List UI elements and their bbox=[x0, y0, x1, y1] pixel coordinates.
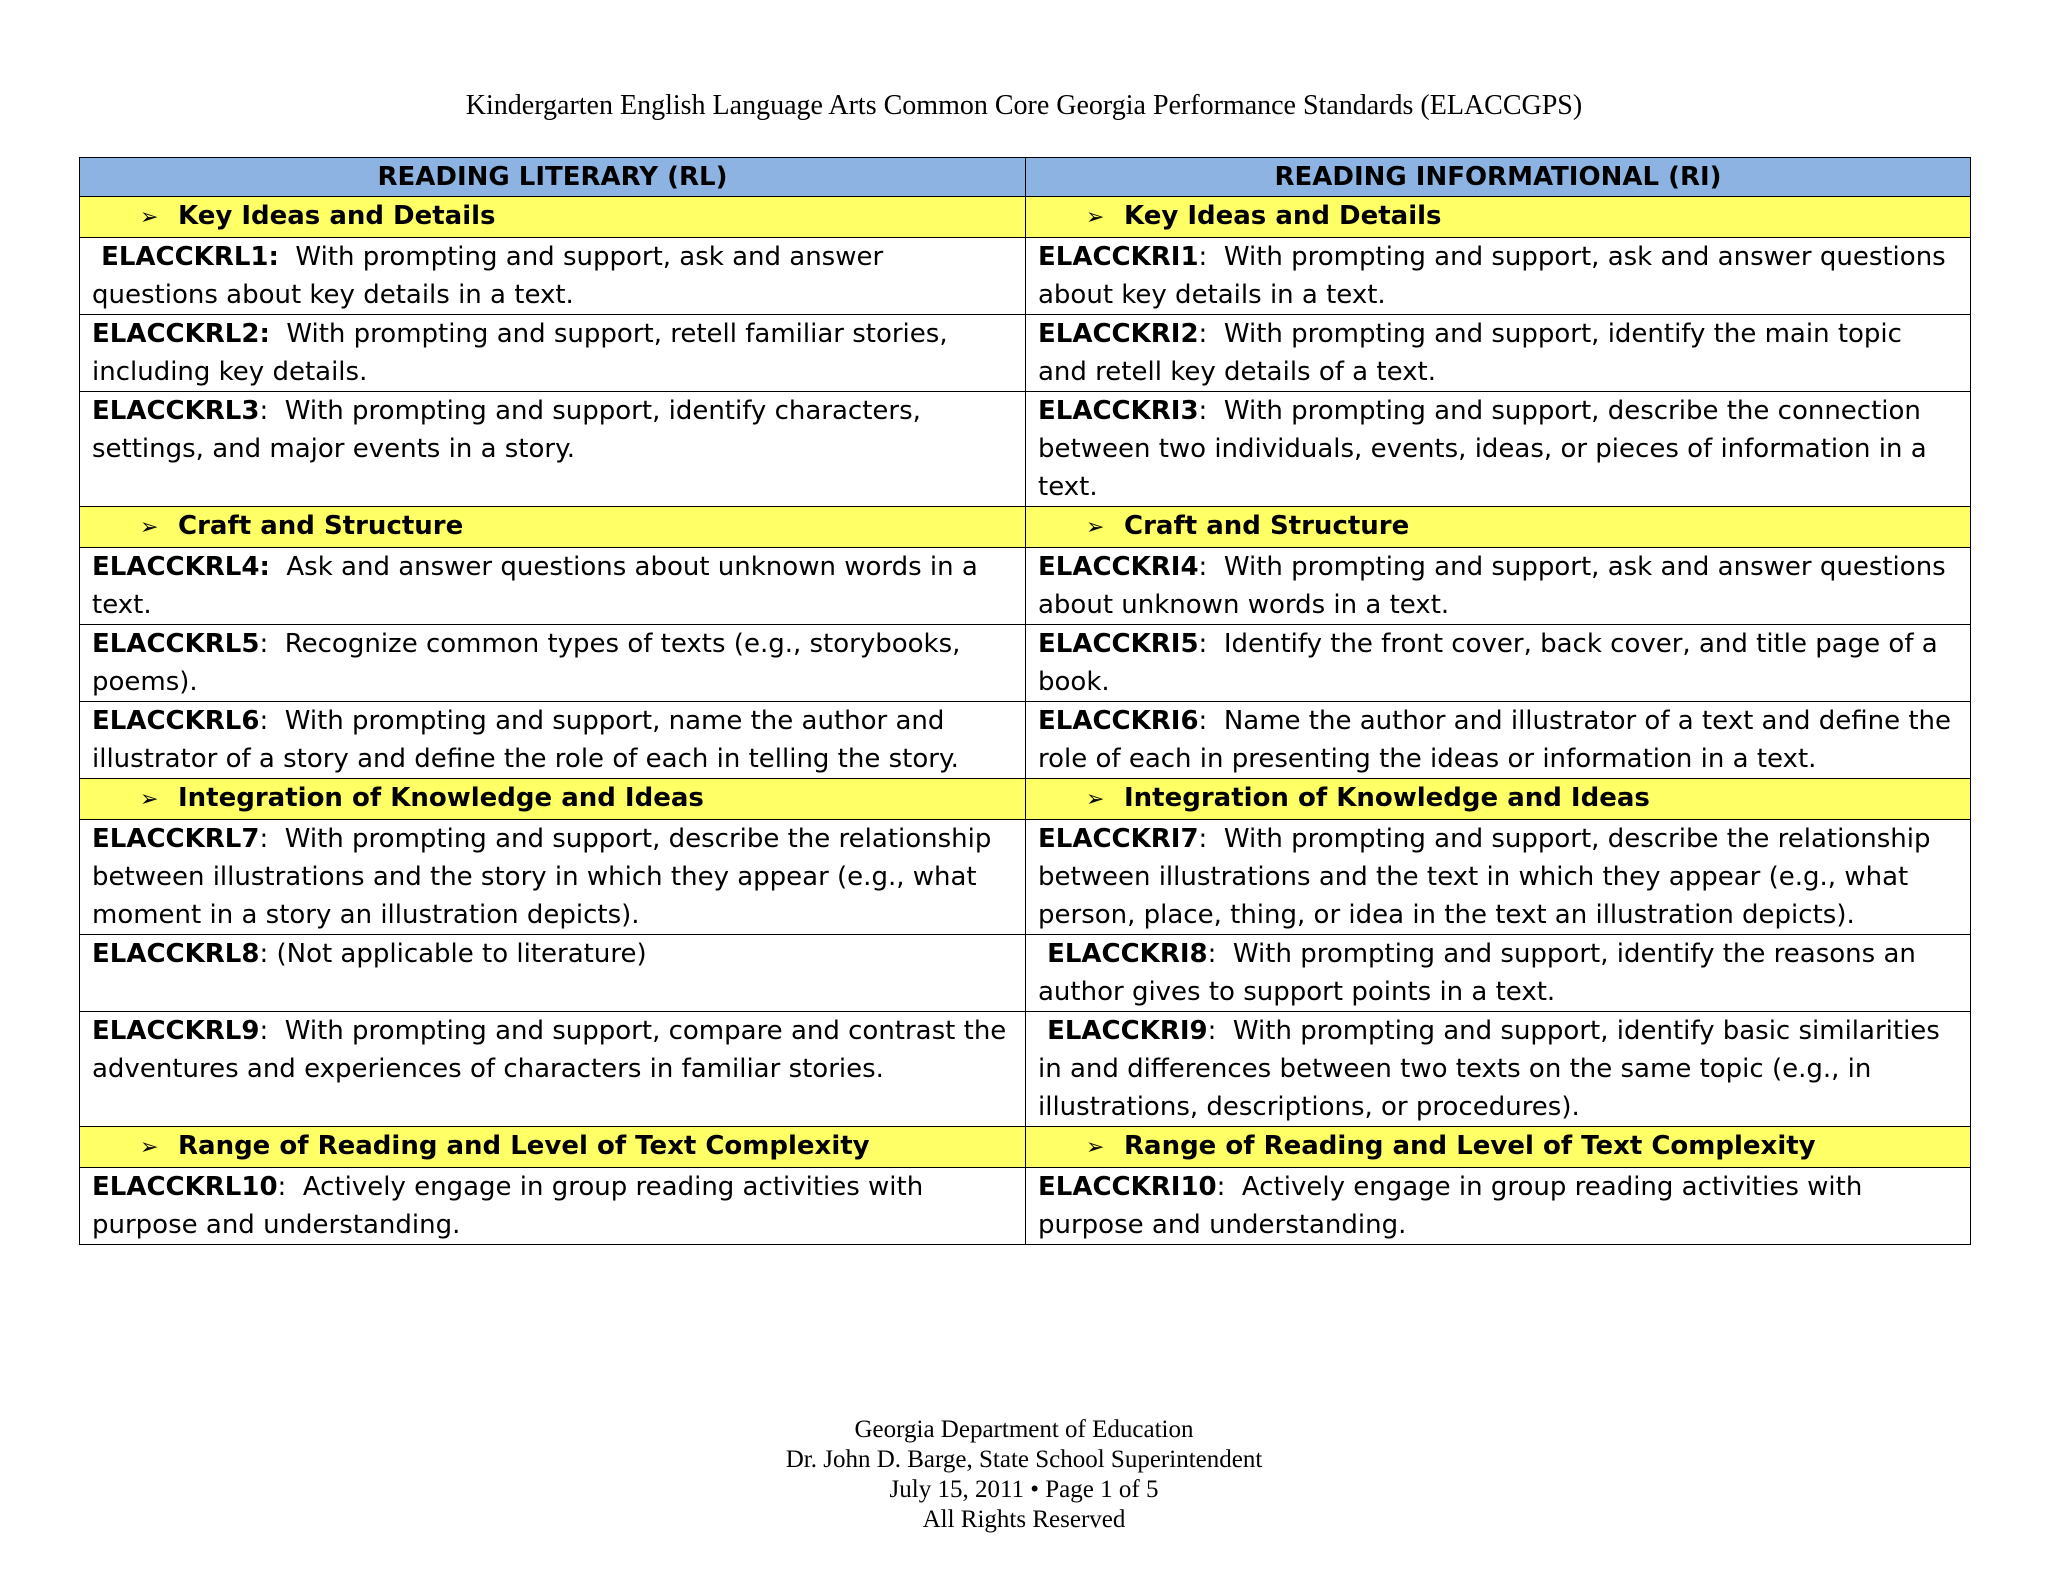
standard-row bbox=[80, 1168, 1971, 1245]
informational-standard-cell bbox=[1026, 702, 1971, 779]
standard-row bbox=[80, 702, 1971, 779]
literary-standard-cell bbox=[80, 625, 1026, 702]
standard-text: With prompting and support, retell familiar stories, including key details. bbox=[92, 319, 956, 387]
arrow-bullet-icon: ➢ bbox=[140, 515, 159, 540]
standard-text: : With prompting and support, identify basic similarities in and differences between two texts on the same topic (e.g., in illustrations, descriptions, or procedures). bbox=[1038, 1016, 1949, 1122]
standards-table-body bbox=[80, 197, 1971, 1245]
section-title: Integration of Knowledge and Ideas bbox=[178, 783, 704, 813]
footer-department: Georgia Department of Education bbox=[854, 1416, 1194, 1443]
literary-standard-cell bbox=[80, 548, 1026, 625]
informational-standard-cell bbox=[1026, 548, 1971, 625]
section-heading-informational bbox=[1026, 507, 1971, 548]
page-footer bbox=[0, 1415, 2048, 1535]
informational-standard-cell bbox=[1026, 820, 1971, 935]
standard-code: ELACCKRI1 bbox=[1038, 242, 1199, 272]
section-heading-literary bbox=[80, 779, 1026, 820]
standards-table bbox=[79, 157, 1971, 1245]
column-header-reading-literary: READING LITERARY (RL) bbox=[80, 158, 1026, 197]
standard-code: ELACCKRL2: bbox=[92, 319, 270, 349]
standard-text: : With prompting and support, identify the main topic and retell key details of a text. bbox=[1038, 319, 1911, 387]
informational-standard-cell bbox=[1026, 1168, 1971, 1245]
standard-row bbox=[80, 820, 1971, 935]
standard-text: : With prompting and support, describe the relationship between illustrations and the text in which they appear (e.g., what person, place, thing, or idea in the text an illustration depicts). bbox=[1038, 824, 1939, 930]
section-row bbox=[80, 197, 1971, 238]
section-title: Range of Reading and Level of Text Complexity bbox=[1124, 1131, 1816, 1161]
standard-text: : Name the author and illustrator of a text and define the role of each in presenting the ideas or information in a text. bbox=[1038, 706, 1960, 774]
section-heading-literary bbox=[80, 1127, 1026, 1168]
standard-text: : Actively engage in group reading activities with purpose and understanding. bbox=[1038, 1172, 1871, 1240]
literary-standard-cell bbox=[80, 1168, 1026, 1245]
standard-text: With prompting and support, ask and answer questions about key details in a text. bbox=[92, 242, 892, 310]
arrow-bullet-icon: ➢ bbox=[1086, 787, 1105, 812]
literary-standard-cell bbox=[80, 820, 1026, 935]
literary-standard-cell bbox=[80, 702, 1026, 779]
arrow-bullet-icon: ➢ bbox=[1086, 515, 1105, 540]
section-heading-literary bbox=[80, 507, 1026, 548]
standard-text: : (Not applicable to literature) bbox=[259, 939, 647, 969]
section-title: Craft and Structure bbox=[178, 511, 464, 541]
column-header-reading-informational: READING INFORMATIONAL (RI) bbox=[1026, 158, 1971, 197]
section-title: Craft and Structure bbox=[1124, 511, 1410, 541]
standard-text: : With prompting and support, ask and answer questions about unknown words in a text. bbox=[1038, 552, 1954, 620]
literary-standard-cell bbox=[80, 392, 1026, 507]
footer-date-page: July 15, 2011 • Page 1 of 5 bbox=[889, 1476, 1159, 1503]
informational-standard-cell bbox=[1026, 1012, 1971, 1127]
standard-code: ELACCKRI5 bbox=[1038, 629, 1199, 659]
section-title: Key Ideas and Details bbox=[1124, 201, 1442, 231]
section-heading-literary bbox=[80, 197, 1026, 238]
standard-text: : Identify the front cover, back cover, and title page of a book. bbox=[1038, 629, 1946, 697]
standard-row bbox=[80, 238, 1971, 315]
informational-standard-cell bbox=[1026, 935, 1971, 1012]
section-heading-informational bbox=[1026, 779, 1971, 820]
arrow-bullet-icon: ➢ bbox=[140, 787, 159, 812]
section-heading-informational bbox=[1026, 1127, 1971, 1168]
standard-code: ELACCKRI4 bbox=[1038, 552, 1199, 582]
standard-code: ELACCKRI6 bbox=[1038, 706, 1199, 736]
standard-code: ELACCKRI10 bbox=[1038, 1172, 1217, 1202]
informational-standard-cell bbox=[1026, 392, 1971, 507]
standard-row bbox=[80, 548, 1971, 625]
standard-code: ELACCKRL5 bbox=[92, 629, 260, 659]
standard-code: ELACCKRI7 bbox=[1038, 824, 1199, 854]
section-row bbox=[80, 507, 1971, 548]
literary-standard-cell bbox=[80, 315, 1026, 392]
standard-code: ELACCKRI8 bbox=[1038, 939, 1208, 969]
standard-row bbox=[80, 1012, 1971, 1127]
standard-text: Ask and answer questions about unknown words in a text. bbox=[92, 552, 987, 620]
standard-code: ELACCKRI9 bbox=[1038, 1016, 1208, 1046]
literary-standard-cell bbox=[80, 1012, 1026, 1127]
standard-text: : With prompting and support, ask and answer questions about key details in a text. bbox=[1038, 242, 1954, 310]
standard-text: : With prompting and support, describe the relationship between illustrations and the story in which they appear (e.g., what moment in a story an illustration depicts). bbox=[92, 824, 1000, 930]
literary-standard-cell bbox=[80, 238, 1026, 315]
section-title: Integration of Knowledge and Ideas bbox=[1124, 783, 1650, 813]
standard-row bbox=[80, 392, 1971, 507]
standard-code: ELACCKRI3 bbox=[1038, 396, 1199, 426]
standard-text: : With prompting and support, compare and contrast the adventures and experiences of characters in familiar stories. bbox=[92, 1016, 1015, 1084]
page-title: Kindergarten English Language Arts Common Core Georgia Performance Standards (ELACCGPS) bbox=[465, 90, 1583, 121]
literary-standard-cell bbox=[80, 935, 1026, 1012]
standard-row bbox=[80, 625, 1971, 702]
standard-row bbox=[80, 935, 1971, 1012]
standard-text: : With prompting and support, identify characters, settings, and major events in a story. bbox=[92, 396, 930, 464]
section-title: Key Ideas and Details bbox=[178, 201, 496, 231]
section-row bbox=[80, 779, 1971, 820]
arrow-bullet-icon: ➢ bbox=[140, 1135, 159, 1160]
standard-text: : With prompting and support, describe the connection between two individuals, events, ideas, or pieces of information in a text. bbox=[1038, 396, 1935, 502]
standard-text: : With prompting and support, name the author and illustrator of a story and define the role of each in telling the story. bbox=[92, 706, 959, 774]
standard-code: ELACCKRI2 bbox=[1038, 319, 1199, 349]
footer-superintendent: Dr. John D. Barge, State School Superintendent bbox=[785, 1446, 1263, 1473]
standard-text: : Recognize common types of texts (e.g., storybooks, poems). bbox=[92, 629, 969, 697]
standard-code: ELACCKRL3 bbox=[92, 396, 260, 426]
column-header-row bbox=[80, 158, 1971, 197]
section-heading-informational bbox=[1026, 197, 1971, 238]
standard-text: : With prompting and support, identify the reasons an author gives to support points in a text. bbox=[1038, 939, 1925, 1007]
arrow-bullet-icon: ➢ bbox=[1086, 205, 1105, 230]
section-title: Range of Reading and Level of Text Complexity bbox=[178, 1131, 870, 1161]
standard-code: ELACCKRL1: bbox=[92, 242, 279, 272]
standard-row bbox=[80, 315, 1971, 392]
arrow-bullet-icon: ➢ bbox=[140, 205, 159, 230]
standard-code: ELACCKRL4: bbox=[92, 552, 270, 582]
arrow-bullet-icon: ➢ bbox=[1086, 1135, 1105, 1160]
section-row bbox=[80, 1127, 1971, 1168]
standard-code: ELACCKRL8 bbox=[92, 939, 260, 969]
standard-code: ELACCKRL10 bbox=[92, 1172, 278, 1202]
informational-standard-cell bbox=[1026, 238, 1971, 315]
standard-code: ELACCKRL9 bbox=[92, 1016, 260, 1046]
standard-code: ELACCKRL7 bbox=[92, 824, 260, 854]
footer-rights: All Rights Reserved bbox=[922, 1506, 1126, 1533]
standard-code: ELACCKRL6 bbox=[92, 706, 260, 736]
standard-text: : Actively engage in group reading activities with purpose and understanding. bbox=[92, 1172, 932, 1240]
informational-standard-cell bbox=[1026, 315, 1971, 392]
informational-standard-cell bbox=[1026, 625, 1971, 702]
